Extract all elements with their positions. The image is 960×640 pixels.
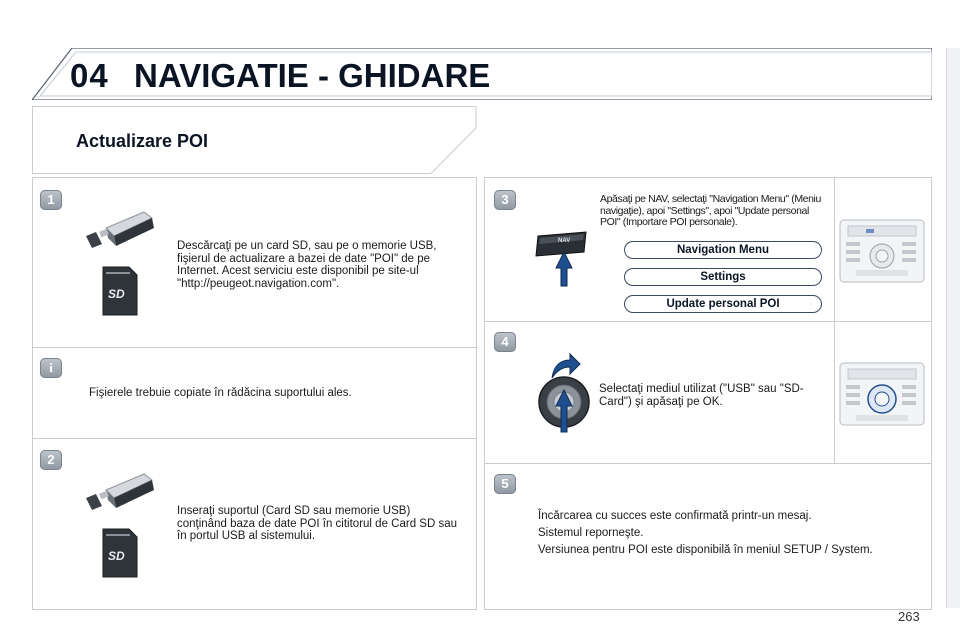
step-badge-2: 2 [40,450,62,470]
page-number: 263 [898,609,920,624]
menu-navigation: Navigation Menu [624,241,822,259]
left-divider-1 [33,347,476,348]
right-thumb-column [834,178,835,463]
step-5-line-1: Încărcarea cu succes este confirmată printr-un mesaj. [538,510,812,522]
radio-unit-icon [836,210,926,300]
sd-card-label: SD [108,549,125,563]
nav-button-icon [532,226,590,288]
usb-stick-icon [82,206,162,252]
usb-stick-icon [82,468,162,514]
step-badge-4: 4 [494,332,516,352]
nav-button-label: NAV [558,238,571,244]
chapter-number: 04 [70,57,109,94]
rotary-knob-icon [536,374,592,434]
step-1-text: Descărcaţi pe un card SD, sau pe o memorie USB, fişierul de actualizare a bazei de date "POI" de pe Internet. Acest serviciu este disponibil pe site-ul "http://peugeot.navigation.com". [177,240,437,290]
right-divider-1 [485,321,931,322]
left-divider-2 [33,438,476,439]
right-divider-2 [485,463,931,464]
menu-settings: Settings [624,268,822,286]
step-badge-5: 5 [494,474,516,494]
section-title: Actualizare POI [76,131,209,151]
step-4-text: Selectaţi mediul utilizat ("USB" sau "SD-Card") şi apăsaţi pe OK. [599,383,804,408]
step-5-line-2: Sistemul reporneşte. [538,527,644,539]
page-side-bar [946,48,960,608]
radio-unit-icon [836,353,926,443]
menu-update-personal-poi: Update personal POI [624,295,822,313]
sd-card-label: SD [108,287,125,301]
step-5-line-3: Versiunea pentru POI este disponibilă în meniul SETUP / System. [538,544,873,556]
step-3-text: Apăsaţi pe NAV, selectaţi "Navigation Menu" (Meniu navigaţie), apoi "Settings", apoi "Update personal POI" (Importare POI personale). [600,193,821,228]
step-badge-3: 3 [494,190,516,210]
info-icon: i [40,358,62,378]
chapter-title: NAVIGATIE - GHIDARE [134,57,491,94]
step-2-text: Inseraţi suportul (Card SD sau memorie USB) conţinând baza de date POI în cititorul de Card SD sau în portul USB al sistemului. [177,505,457,542]
step-badge-1: 1 [40,190,62,210]
info-text: Fişierele trebuie copiate în rădăcina suportului ales. [89,387,352,399]
